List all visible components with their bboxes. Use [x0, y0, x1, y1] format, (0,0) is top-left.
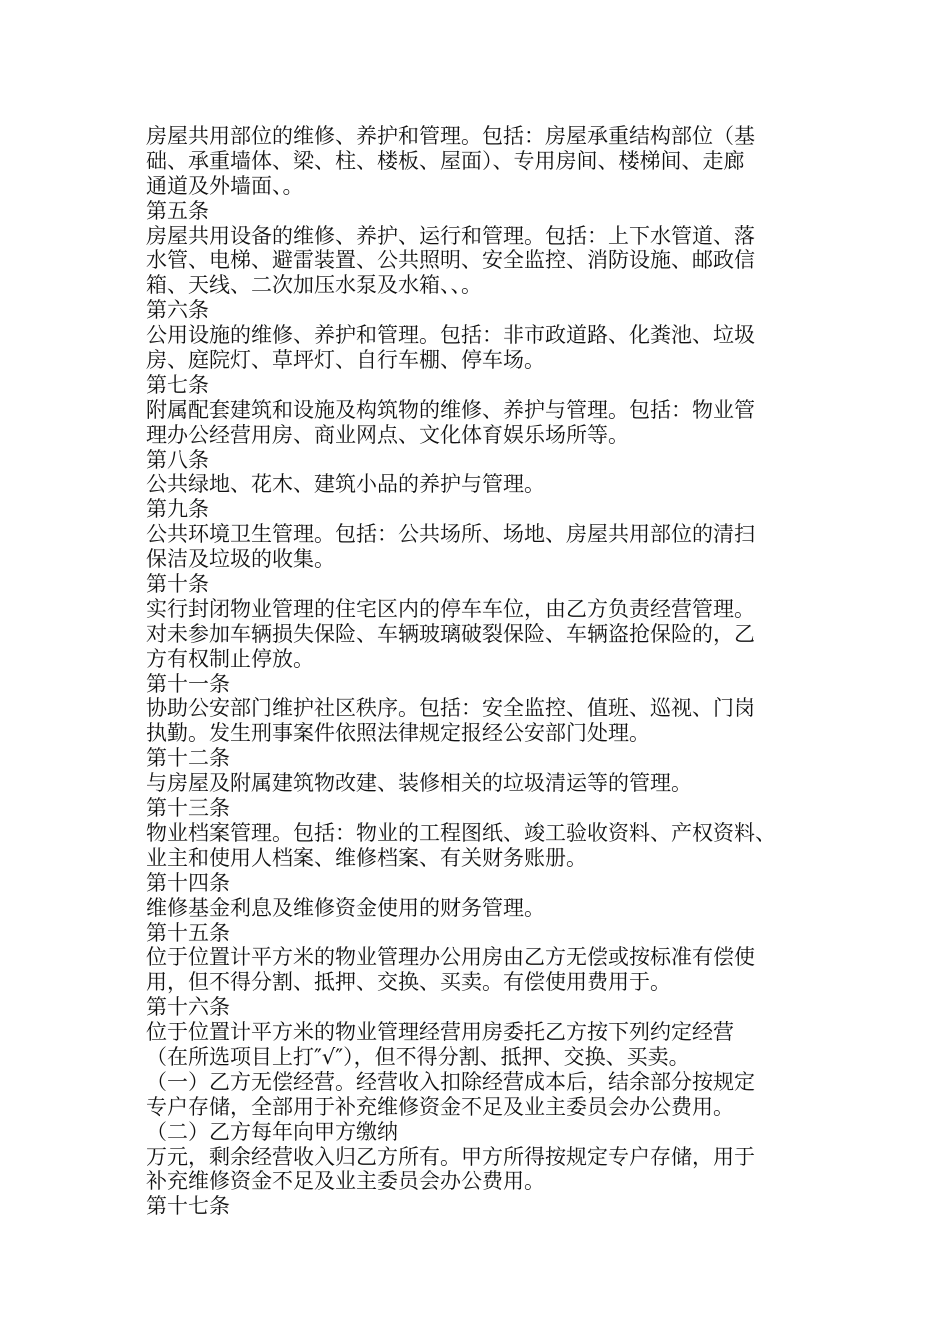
- text-line: （一）乙方无偿经营。经营收入扣除经营成本后，结余部分按规定: [146, 1069, 755, 1094]
- text-line: （二）乙方每年向甲方缴纳: [146, 1119, 398, 1144]
- article-heading: 第八条: [146, 447, 209, 472]
- text-line: 公用设施的维修、养护和管理。包括：非市政道路、化粪池、垃圾: [146, 323, 755, 348]
- text-line: 通道及外墙面、。: [146, 173, 304, 198]
- text-line: 业主和使用人档案、维修档案、有关财务账册。: [146, 845, 587, 870]
- text-line: 附属配套建筑和设施及构筑物的维修、养护与管理。包括：物业管: [146, 397, 755, 422]
- text-line: 执勤。发生刑事案件依照法律规定报经公安部门处理。: [146, 721, 650, 746]
- article-heading: 第七条: [146, 372, 209, 397]
- article-heading: 第十七条: [146, 1194, 230, 1219]
- text-line: 实行封闭物业管理的住宅区内的停车车位，由乙方负责经营管理。: [146, 596, 755, 621]
- article-heading: 第十一条: [146, 671, 230, 696]
- text-line: 水管、电梯、避雷装置、公共照明、安全监控、消防设施、邮政信: [146, 248, 755, 273]
- text-line: 公共绿地、花木、建筑小品的养护与管理。: [146, 472, 545, 497]
- text-line: 补充维修资金不足及业主委员会办公费用。: [146, 1169, 545, 1194]
- text-line: 础、承重墙体、梁、柱、楼板、屋面）、专用房间、楼梯间、走廊: [146, 148, 745, 173]
- article-heading: 第十六条: [146, 995, 230, 1020]
- text-line: 方有权制止停放。: [146, 646, 314, 671]
- text-line: 用，但不得分割、抵押、交换、买卖。有偿使用费用于。: [146, 970, 671, 995]
- text-line: 协助公安部门维护社区秩序。包括：安全监控、值班、巡视、门岗: [146, 696, 755, 721]
- text-line: 房、庭院灯、草坪灯、自行车棚、停车场。: [146, 348, 545, 373]
- article-heading: 第九条: [146, 497, 209, 522]
- text-line: 万元，剩余经营收入归乙方所有。甲方所得按规定专户存储，用于: [146, 1144, 755, 1169]
- text-line: 公共环境卫生管理。包括：公共场所、场地、房屋共用部位的清扫: [146, 522, 755, 547]
- article-heading: 第十五条: [146, 920, 230, 945]
- article-heading: 第十四条: [146, 870, 230, 895]
- text-line: 房屋共用设备的维修、养护、运行和管理。包括：上下水管道、落: [146, 223, 755, 248]
- article-heading: 第六条: [146, 298, 209, 323]
- text-line: 房屋共用部位的维修、养护和管理。包括：房屋承重结构部位（基: [146, 124, 755, 148]
- article-heading: 第十条: [146, 572, 209, 597]
- article-heading: 第十三条: [146, 796, 230, 821]
- text-line: 位于位置计平方米的物业管理经营用房委托乙方按下列约定经营: [146, 1020, 734, 1045]
- text-line: 物业档案管理。包括：物业的工程图纸、竣工验收资料、产权资料、: [146, 820, 776, 845]
- text-line: 箱、天线、二次加压水泵及水箱、、。: [146, 273, 482, 298]
- document-body: [146, 124, 810, 1219]
- text-line: 保洁及垃圾的收集。: [146, 547, 335, 572]
- text-line: 对未参加车辆损失保险、车辆玻璃破裂保险、车辆盗抢保险的，乙: [146, 621, 755, 646]
- text-line: （在所选项目上打″√″），但不得分割、抵押、交换、买卖。: [146, 1044, 690, 1069]
- article-heading: 第十二条: [146, 746, 230, 771]
- text-line: 位于位置计平方米的物业管理办公用房由乙方无偿或按标准有偿使: [146, 945, 755, 970]
- article-heading: 第五条: [146, 198, 209, 223]
- text-line: 与房屋及附属建筑物改建、装修相关的垃圾清运等的管理。: [146, 771, 692, 796]
- text-line: 维修基金利息及维修资金使用的财务管理。: [146, 895, 545, 920]
- text-line: 理办公经营用房、商业网点、文化体育娱乐场所等。: [146, 422, 629, 447]
- text-line: 专户存储，全部用于补充维修资金不足及业主委员会办公费用。: [146, 1094, 734, 1119]
